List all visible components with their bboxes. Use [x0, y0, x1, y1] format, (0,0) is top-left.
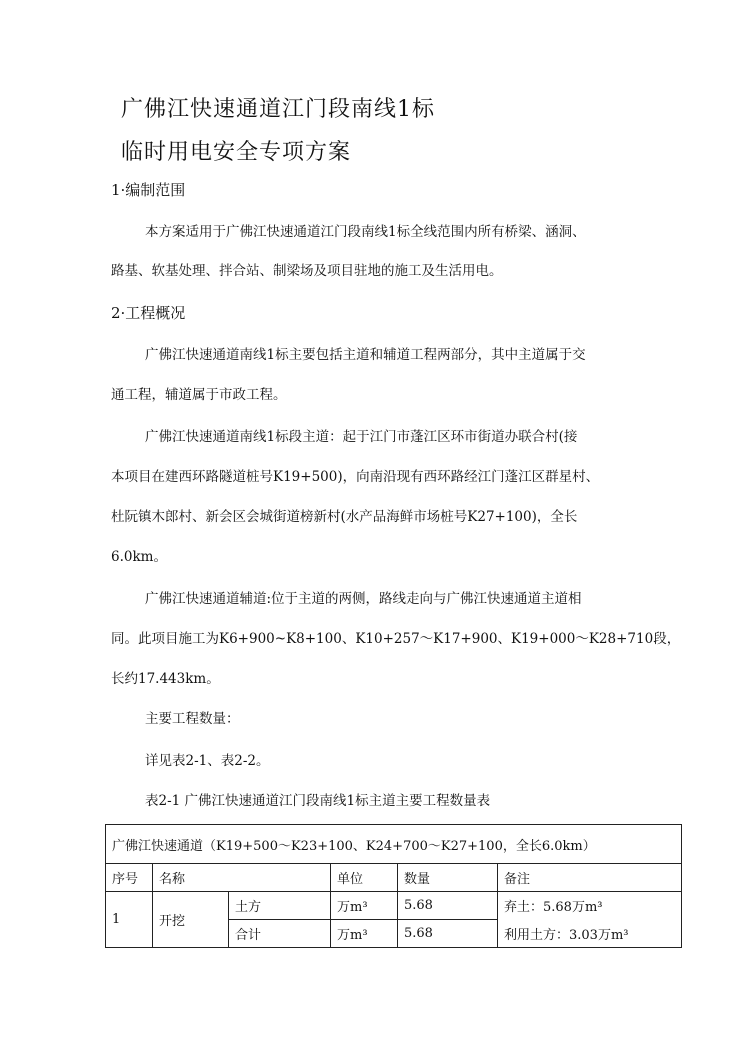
header-qty: 数量 [398, 864, 498, 892]
paragraph-line: 广佛江快速通道辅道:位于主道的两侧，路线走向与广佛江快速通道主道相 [145, 591, 582, 607]
paragraph-line: 杜阮镇木郎村、新会区会城街道榜新村(水产品海鲜市场桩号K27+100)，全长 [111, 509, 578, 525]
cell-item: 合计 [229, 920, 331, 948]
paragraph-line: 6.0km。 [111, 549, 167, 565]
cell-qty: 5.68 [398, 920, 498, 948]
table-caption: 表2-1 广佛江快速通道江门段南线1标主道主要工程数量表 [145, 793, 491, 809]
cell-qty: 5.68 [398, 892, 498, 920]
paragraph-line: 同。此项目施工为K6+900~K8+100、K10+257～K17+900、K19+000～K28+710段， [111, 631, 681, 647]
paragraph-line: 详见表2-1、表2-2。 [145, 753, 270, 769]
header-no: 序号 [106, 864, 153, 892]
paragraph-line: 广佛江快速通道南线1标主要包括主道和辅道工程两部分，其中主道属于交 [145, 347, 586, 363]
paragraph-line: 路基、软基处理、拌合站、制梁场及项目驻地的施工及生活用电。 [111, 263, 503, 279]
doc-title-line2: 临时用电安全专项方案 [121, 140, 352, 165]
paragraph-line: 广佛江快速通道南线1标段主道：起于江门市蓬江区环市街道办联合村(接 [145, 429, 578, 445]
paragraph-line: 本方案适用于广佛江快速通道江门段南线1标全线范围内所有桥梁、涵洞、 [145, 224, 586, 240]
header-note: 备注 [498, 864, 682, 892]
doc-title-line1: 广佛江快速通道江门段南线1标 [121, 97, 435, 122]
paragraph-line: 长约17.443km。 [111, 671, 220, 687]
quantity-table [105, 824, 682, 948]
section-heading: 1·编制范围 [111, 181, 186, 199]
header-unit: 单位 [331, 864, 398, 892]
cell-note: 利用土方：3.03万m³ [498, 920, 682, 948]
header-name: 名称 [153, 864, 331, 892]
cell-no: 1 [106, 892, 153, 948]
cell-name: 开挖 [153, 892, 229, 948]
paragraph-line: 主要工程数量： [145, 711, 240, 727]
paragraph-line: 本项目在建西环路隧道桩号K19+500)，向南沿现有西环路经江门蓬江区群星村、 [111, 469, 600, 485]
cell-unit: 万m³ [331, 920, 398, 948]
table-title-cell: 广佛江快速通道（K19+500～K23+100、K24+700～K27+100，全长6.0km） [106, 825, 682, 864]
table-header-row [106, 864, 682, 892]
cell-unit: 万m³ [331, 892, 398, 920]
table-title-row [106, 825, 682, 864]
cell-item: 土方 [229, 892, 331, 920]
cell-note: 弃土：5.68万m³ [498, 892, 682, 920]
paragraph-line: 通工程，辅道属于市政工程。 [111, 387, 287, 403]
section-heading: 2·工程概况 [111, 304, 186, 322]
table-row [106, 892, 682, 920]
